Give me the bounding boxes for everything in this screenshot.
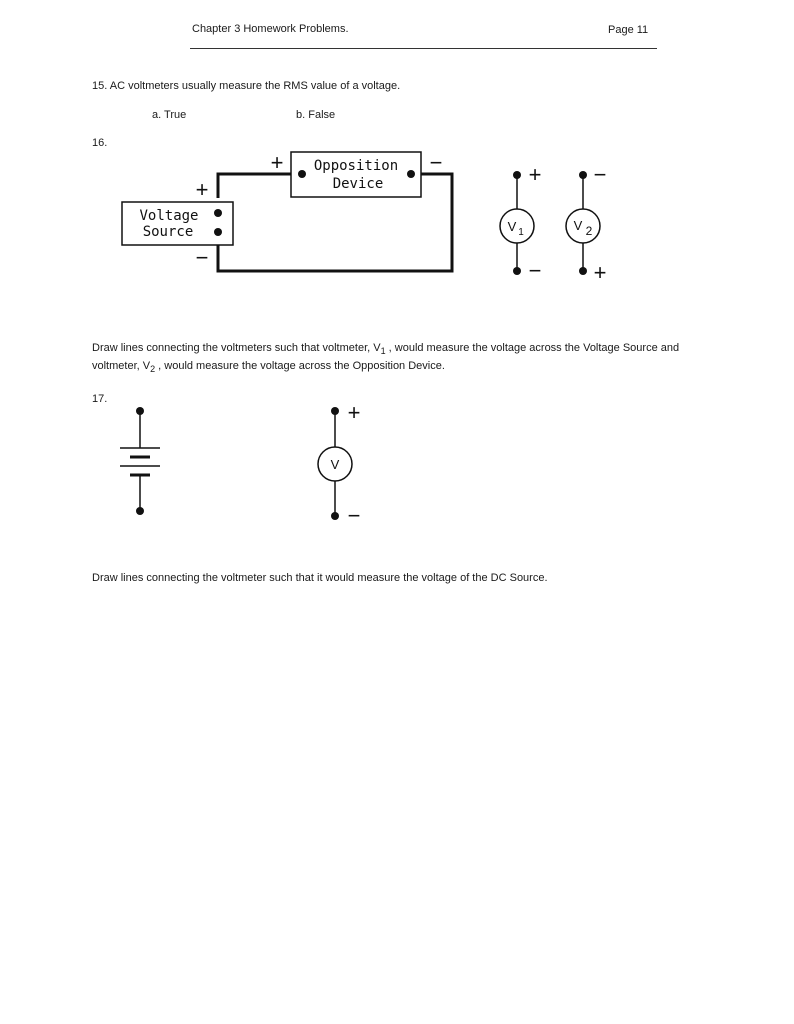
q17-voltmeter-minus-sign: − bbox=[347, 503, 361, 528]
question-15-text: 15. AC voltmeters usually measure the RMS value of a voltage. bbox=[92, 80, 401, 92]
voltage-source-label-2: Source bbox=[142, 224, 194, 240]
question-16-number: 16. bbox=[92, 137, 108, 149]
opposition-device-plus-sign: + bbox=[270, 150, 284, 175]
voltmeter-v1-plus-sign: + bbox=[528, 162, 542, 187]
voltage-source-terminal-plus bbox=[214, 209, 222, 217]
voltmeter-v2-subscript: 2 bbox=[585, 224, 593, 238]
voltmeter-v2-label: V bbox=[573, 218, 583, 233]
voltmeter-v1-subscript: 1 bbox=[518, 227, 524, 238]
q17-voltmeter-plus-sign: + bbox=[347, 400, 361, 425]
opposition-device-minus-sign: − bbox=[429, 150, 443, 175]
opposition-device-label-1: Opposition bbox=[313, 158, 399, 174]
voltage-source-plus-sign: + bbox=[195, 177, 209, 202]
q17-voltmeter-label: V bbox=[330, 457, 340, 472]
question-16-instruction-line-1: Draw lines connecting the voltmeters such that voltmeter, $V_1$ , would measure the voltage across the Voltage Source and bbox=[92, 342, 680, 356]
page-header-title: Chapter 3 Homework Problems. bbox=[192, 23, 349, 35]
voltmeter-v2-minus-sign: − bbox=[593, 162, 607, 187]
opposition-device-label-2: Device bbox=[332, 176, 384, 192]
voltmeter-v2-plus-sign: + bbox=[593, 260, 607, 285]
opposition-device-terminal-plus bbox=[298, 170, 306, 178]
voltage-source-terminal-minus bbox=[214, 228, 222, 236]
opposition-device-terminal-minus bbox=[407, 170, 415, 178]
question-16-instruction-line-2: voltmeter, $V_2$ , would measure the voltage across the Opposition Device. bbox=[92, 360, 445, 374]
voltage-source-minus-sign: − bbox=[195, 245, 209, 270]
dc-source-battery bbox=[120, 407, 160, 515]
page-number: Page 11 bbox=[608, 24, 649, 36]
voltmeter-v1-label: V bbox=[507, 219, 517, 234]
question-17-number: 17. bbox=[92, 393, 108, 405]
question-17-instruction: Draw lines connecting the voltmeter such that it would measure the voltage of the DC Source. bbox=[92, 572, 548, 584]
question-15-option-b: b. False bbox=[296, 109, 336, 121]
question-15-option-a: a. True bbox=[152, 109, 187, 121]
voltage-source-label-1: Voltage bbox=[139, 208, 199, 224]
voltmeter-v1-minus-sign: − bbox=[528, 258, 542, 283]
